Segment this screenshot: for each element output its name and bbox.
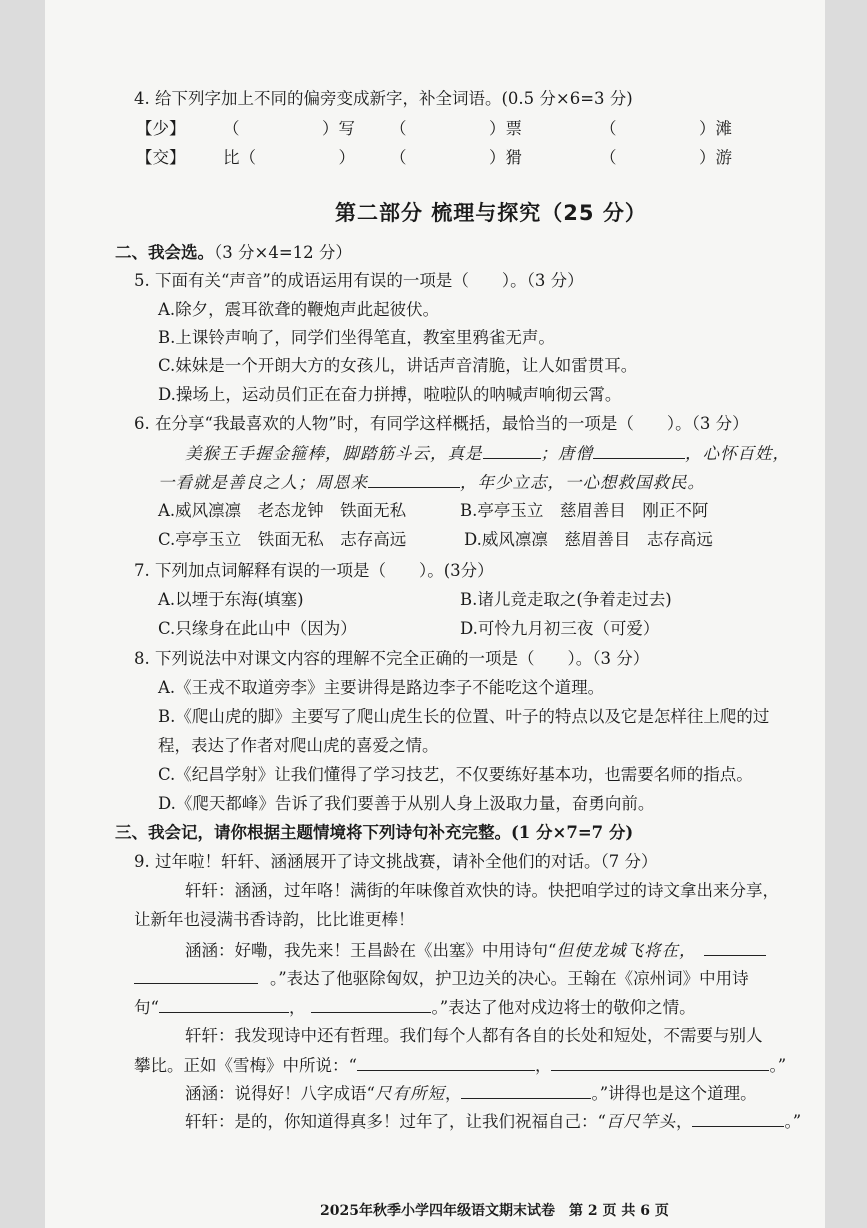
q6-passage-text: ，年少立志，一心想救国救民。 [460,473,705,492]
section2-score: （3 分×4=12 分） [214,243,352,262]
q6-passage-line-1 [185,442,790,465]
q9-para-5 [185,1110,801,1133]
section3-heading: 三、我会记，请你根据主题情境将下列诗句补充完整。(1 分×7=7 分) [115,823,634,842]
q8-option-b-line-1: B.《爬山虎的脚》主要写了爬山虎生长的位置、叶子的特点以及它是怎样往上爬的过 [158,707,770,726]
q9-para-3-line-2 [134,1054,786,1077]
q7-stem: 7. 下列加点词解释有误的一项是（ ）。(3分） [134,561,494,580]
q6-passage-text: ；唐僧 [540,444,593,463]
q4-row-2-key: 【交】 [136,148,186,167]
q9-text: ， [444,1084,462,1103]
q9-text: 轩轩：是的，你知道得真多！过年了，让我们祝福自己：“ [185,1112,606,1131]
q9-text: ， [288,998,306,1017]
page-footer: 2025年秋季小学四年级语文期末试卷 第 2 页 共 6 页 [320,1203,669,1219]
q4-row-1-c3: （ ）滩 [600,119,732,138]
part2-title: 第二部分 梳理与探究（25 分） [335,201,647,225]
q6-option-d: D.威风凛凛 慈眉善目 志存高远 [464,530,713,549]
q6-option-c: C.亭亭玉立 铁面无私 志存高远 [158,530,407,549]
q4-row-2-c3: （ ）游 [600,148,732,167]
q9-text: 。” [784,1112,802,1131]
q6-passage-text: ，心怀百姓， [685,444,790,463]
q6-passage-line-2 [158,471,705,494]
q8-option-a: A.《王戎不取道旁李》主要讲得是路边李子不能吃这个道理。 [158,678,605,697]
q5-option-b: B.上课铃声响了，同学们坐得笔直，教室里鸦雀无声。 [158,328,555,347]
q9-para-3-line-1: 轩轩：我发现诗中还有哲理。我们每个人都有各自的长处和短处，不需要与别人 [185,1026,763,1045]
q6-stem: 6. 在分享“我最喜欢的人物”时，有同学这样概括，最恰当的一项是（ ）。（3 分） [134,414,749,433]
q5-stem: 5. 下面有关“声音”的成语运用有误的一项是（ ）。（3 分） [134,271,584,290]
q8-option-d: D.《爬天都峰》告诉了我们要善于从别人身上汲取力量，奋勇向前。 [158,794,655,813]
q9-text: 。”讲得也是这个道理。 [591,1084,757,1103]
q9-text: 。”表达了他对戍边将士的敬仰之情。 [431,998,696,1017]
q9-text: 。” [769,1056,787,1075]
q4-row-1-c2: （ ）票 [390,119,522,138]
q8-stem: 8. 下列说法中对课文内容的理解不完全正确的一项是（ ）。（3 分） [134,649,650,668]
q4-row-2-c1: 比（ ） [223,148,355,167]
q9-text: 攀比。正如《雪梅》中所说：“ [134,1056,357,1075]
q9-blank-1a[interactable] [704,939,766,956]
q7-option-a: A.以堙于东海(填塞) [158,590,304,609]
q4-row-1 [136,115,186,139]
q9-para-2-line-1 [185,939,766,962]
q4-row-1-key: 【少】 [136,119,186,138]
exam-page [45,0,825,1228]
q7-option-b: B.诸儿竞走取之(争着走过去) [460,590,672,609]
q8-option-b-line-2: 程，表达了作者对爬山虎的喜爱之情。 [158,736,439,755]
q6-passage-text: 美猴王手握金箍棒，脚踏筋斗云，真是 [185,444,483,463]
q9-text: ， [534,1056,552,1075]
q4-row-1-c1: （ ）写 [223,119,355,138]
q9-stem: 9. 过年啦！轩轩、涵涵展开了诗文挑战赛，请补全他们的对话。（7 分） [134,852,658,871]
q9-text: 涵涵：好嘞，我先来！王昌龄在《出塞》中用诗句“ [185,941,557,960]
q4-stem: 4. 给下列字加上不同的偏旁变成新字，补全词语。(0.5 分×6=3 分) [134,89,633,108]
q6-blank-3[interactable] [368,471,460,488]
q9-blank-5[interactable] [551,1054,769,1071]
q5-option-a: A.除夕，震耳欲聋的鞭炮声此起彼伏。 [158,300,440,319]
q9-para-1-line-2: 让新年也浸满书香诗韵，比比谁更棒！ [134,910,415,929]
q6-blank-1[interactable] [483,442,541,459]
q6-blank-2[interactable] [593,442,685,459]
q4-row-2-c2: （ ）猾 [390,148,522,167]
q5-option-c: C.妹妹是一个开朗大方的女孩儿，讲话声音清脆，让人如雷贯耳。 [158,356,638,375]
q9-para-4 [185,1082,757,1105]
q9-text: 。”表达了他驱除匈奴，护卫边关的决心。王翰在《凉州词》中用诗 [270,969,749,988]
section2-heading [115,242,352,264]
q9-blank-7[interactable] [692,1110,784,1127]
q9-para-1-line-1: 轩轩：涵涵，过年咯！满街的年味像首欢快的诗。快把咱学过的诗文拿出来分享， [185,881,779,900]
q9-blank-1b[interactable] [134,967,258,984]
q7-option-c: C.只缘身在此山中（因为） [158,619,357,638]
q9-text: 涵涵：说得好！八字成语“ [185,1084,375,1103]
q6-option-a: A.威风凛凛 老态龙钟 铁面无私 [158,501,407,520]
q9-given-phrase: 百尺竿头 [605,1112,676,1131]
q9-blank-2[interactable] [159,996,289,1013]
q9-blank-4[interactable] [357,1054,535,1071]
q9-text: ， [675,1112,693,1131]
q9-given-verse: 但使龙城飞将在， [556,941,697,960]
q9-given-phrase: 尺有所短 [374,1084,445,1103]
q9-blank-6[interactable] [461,1082,591,1099]
q9-blank-3[interactable] [311,996,431,1013]
section2-heading-text: 二、我会选。 [115,243,214,262]
q7-option-d: D.可怜九月初三夜（可爱） [460,619,660,638]
q9-para-2-line-3 [134,996,696,1019]
q6-option-b: B.亭亭玉立 慈眉善目 刚正不阿 [460,501,709,520]
q6-passage-text: 一看就是善良之人；周恩来 [158,473,368,492]
q9-text: 句“ [134,998,159,1017]
q5-option-d: D.操场上，运动员们正在奋力拼搏，啦啦队的呐喊声响彻云霄。 [158,385,622,404]
q8-option-c: C.《纪昌学射》让我们懂得了学习技艺，不仅要练好基本功，也需要名师的指点。 [158,765,753,784]
q9-para-2-line-2 [134,967,749,990]
